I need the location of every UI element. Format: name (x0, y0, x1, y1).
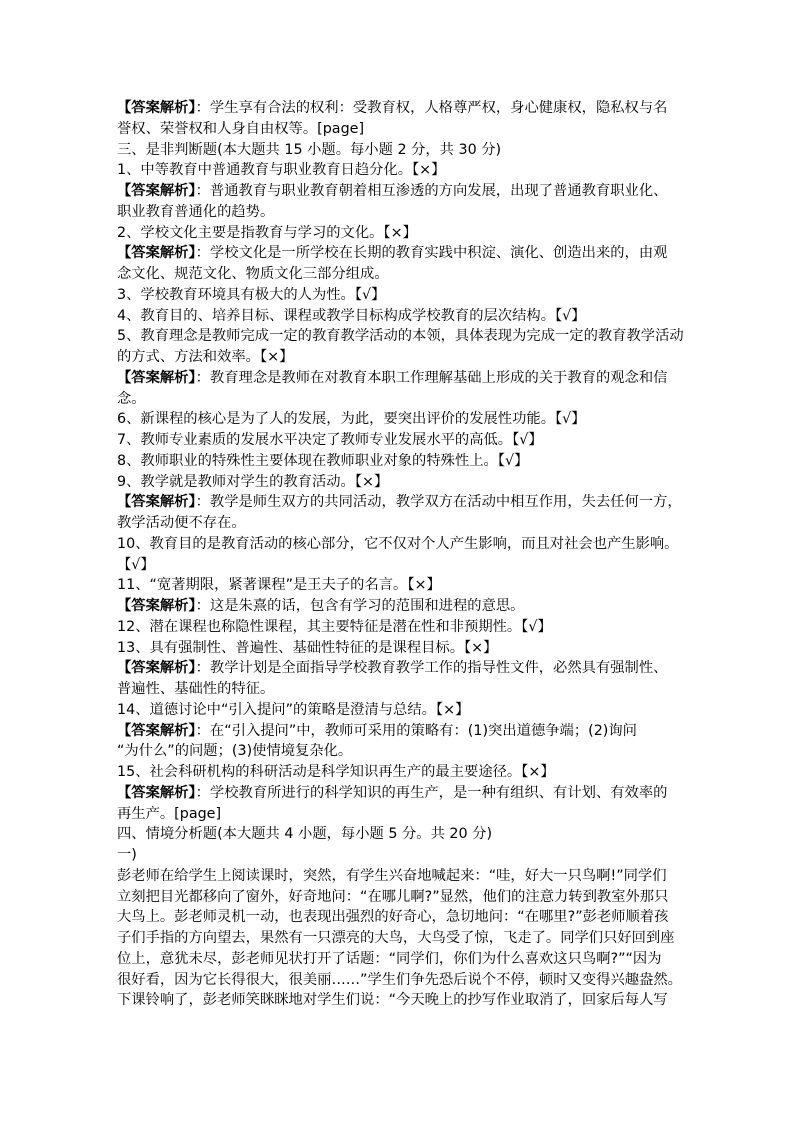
text-line (117, 762, 697, 783)
answer-explanation-label: 【答案解析】 (117, 494, 196, 511)
line-text: ：学生享有合法的权利：受教育权，人格尊严权，身心健康权，隐私权与名 (195, 100, 668, 116)
text-line (117, 990, 697, 1011)
text-line (117, 887, 697, 908)
text-line (117, 638, 697, 659)
text-line (117, 700, 697, 721)
line-text: ：在“引入提问”中，教师可采用的策略有：(1)突出道德争端；(2)询问 (195, 722, 637, 739)
line-text: 3、学校教育环境具有极大的人为性。【√】 (117, 286, 386, 303)
line-text: 14、道德讨论中“引入提问”的策略是澄清与总结。【×】 (117, 701, 470, 718)
text-line (117, 160, 697, 181)
answer-explanation-label: 【答案解析】 (117, 722, 196, 739)
line-text: 誉权、荣誉权和人身自由权等。[page] (117, 120, 365, 137)
text-line (117, 140, 697, 161)
line-text: 位上，意犹未尽，彭老师见状打开了话题：“同学们，你们为什么喜欢这只鸟啊?”“因为 (117, 950, 662, 967)
line-text: 12、潜在课程也称隐性课程，其主要特征是潜在性和非预期性。【√】 (117, 618, 552, 635)
answer-explanation-line (117, 181, 697, 202)
line-text: 【√】 (117, 556, 155, 573)
line-text: ：教学是师生双方的共同活动，教学双方在活动中相互作用，失去任何一方， (195, 494, 682, 511)
answer-explanation-line (117, 368, 697, 389)
line-text: 念文化、规范文化、物质文化三部分组成。 (117, 266, 389, 282)
text-line (117, 907, 697, 928)
text-line (117, 472, 697, 493)
line-text: 8、教师职业的特殊性主要体现在教师职业对象的特殊性上。【√】 (117, 452, 529, 469)
line-text: 很好看，因为它长得很大，很美丽……”学生们争先恐后说个不停，顿时又变得兴趣盎然。 (117, 971, 682, 988)
answer-explanation-line (117, 243, 697, 264)
answer-explanation-label: 【答案解析】 (117, 369, 196, 386)
line-text: 7、教师专业素质的发展水平决定了教师专业发展水平的高低。【√】 (117, 432, 543, 448)
line-text: 普遍性、基础性的特征。 (117, 681, 275, 697)
text-line (117, 617, 697, 638)
answer-explanation-label: 【答案解析】 (117, 245, 196, 262)
text-line (117, 555, 697, 576)
text-line (117, 223, 697, 244)
answer-explanation-label: 【答案解析】 (117, 100, 196, 116)
line-text: 6、新课程的核心是为了人的发展，为此，要突出评价的发展性功能。【√】 (117, 411, 586, 428)
text-line (117, 513, 697, 534)
line-text: 9、教学就是教师对学生的教育活动。【×】 (117, 473, 389, 490)
text-line (117, 741, 697, 762)
line-text: 15、社会科研机构的科研活动是科学知识再生产的最主要途径。【×】 (117, 764, 555, 780)
line-text: 教学活动便不存在。 (117, 515, 246, 531)
line-text: 念。 (117, 390, 146, 407)
answer-explanation-line (117, 783, 697, 804)
text-line (117, 575, 697, 596)
line-text: 4、教育目的、培养目标、课程或教学目标构成学校教育的层次结构。【√】 (117, 307, 586, 324)
line-text: 13、具有强制性、普遍性、基础性特征的是课程目标。【×】 (117, 639, 498, 656)
text-line (117, 264, 697, 285)
text-line (117, 119, 697, 140)
line-text: ：学校教育所进行的科学知识的再生产，是一种有组织、有计划、有效率的 (195, 784, 668, 801)
line-text: ：学校文化是一所学校在长期的教育实践中积淀、演化、创造出来的，由观 (195, 245, 668, 262)
line-text: 立刻把目光都移向了窗外，好奇地问：“在哪儿啊?”显然，他们的注意力转到教室外那只 (117, 888, 669, 905)
line-text: 再生产。[page] (117, 805, 222, 822)
line-text: 10、教育目的是教育活动的核心部分，它不仅对个人产生影响，而且对社会也产生影响。 (117, 535, 679, 552)
line-text: 2、学校文化主要是指教育与学习的文化。【×】 (117, 224, 417, 241)
line-text: ：教学计划是全面指导学校教育教学工作的指导性文件，必然具有强制性、 (195, 660, 668, 677)
text-line (117, 326, 697, 347)
answer-explanation-label: 【答案解析】 (117, 598, 196, 614)
answer-explanation-label: 【答案解析】 (117, 183, 196, 199)
text-line (117, 285, 697, 306)
text-line (117, 824, 697, 845)
line-text: 三、是非判断题(本大题共 15 小题。每小题 2 分，共 30 分) (117, 141, 502, 158)
text-line (117, 347, 697, 368)
answer-explanation-line (117, 721, 697, 742)
text-line (117, 866, 697, 887)
text-line (117, 306, 697, 327)
answer-explanation-label: 【答案解析】 (117, 784, 196, 801)
text-line (117, 409, 697, 430)
answer-explanation-label: 【答案解析】 (117, 660, 196, 677)
line-text: 彭老师在给学生上阅读课时，突然，有学生兴奋地喊起来：“哇，好大一只鸟啊!”同学们 (117, 867, 667, 884)
line-text: ：教育理念是教师在对教育本职工作理解基础上形成的关于教育的观念和信 (195, 369, 668, 386)
text-line (117, 970, 697, 991)
line-text: 一) (117, 847, 137, 863)
line-text: 大鸟上。彭老师灵机一动，也表现出强烈的好奇心，急切地问：“在哪里?”彭老师顺着孩 (117, 909, 669, 926)
text-line (117, 202, 697, 223)
text-line (117, 451, 697, 472)
line-text: ：这是朱熹的话，包含有学习的范围和进程的意思。 (195, 598, 525, 614)
text-line (117, 430, 697, 451)
line-text: 5、教育理念是教师完成一定的教育教学活动的本领，具体表现为完成一定的教育教学活动 (117, 328, 684, 345)
answer-explanation-line (117, 492, 697, 513)
answer-explanation-line (117, 98, 697, 119)
answer-explanation-line (117, 658, 697, 679)
text-line (117, 949, 697, 970)
line-text: 子们手指的方向望去，果然有一只漂亮的大鸟，大鸟受了惊，飞走了。同学们只好回到座 (117, 930, 675, 946)
line-text: 1、中等教育中普通教育与职业教育日趋分化。【×】 (117, 162, 446, 179)
line-text: “为什么”的问题；(3)使情境复杂化。 (117, 743, 353, 760)
text-line (117, 389, 697, 410)
line-text: 四、情境分析题(本大题共 4 小题，每小题 5 分。共 20 分) (117, 826, 493, 843)
line-text: 11、“宽著期限，紧著课程”是王夫子的名言。【×】 (117, 577, 441, 594)
text-line (117, 928, 697, 949)
text-line (117, 679, 697, 700)
text-line (117, 534, 697, 555)
line-text: 的方式、方法和效率。【×】 (117, 349, 294, 365)
document-page (117, 98, 697, 1011)
answer-explanation-line (117, 596, 697, 617)
text-line (117, 804, 697, 825)
line-text: 下课铃响了，彭老师笑眯眯地对学生们说：“今天晚上的抄写作业取消了，回家后每人写 (117, 992, 668, 1009)
text-line (117, 845, 697, 866)
line-text: ：普通教育与职业教育朝着相互渗透的方向发展，出现了普通教育职业化、 (195, 183, 668, 199)
line-text: 职业教育普通化的趋势。 (117, 203, 275, 220)
